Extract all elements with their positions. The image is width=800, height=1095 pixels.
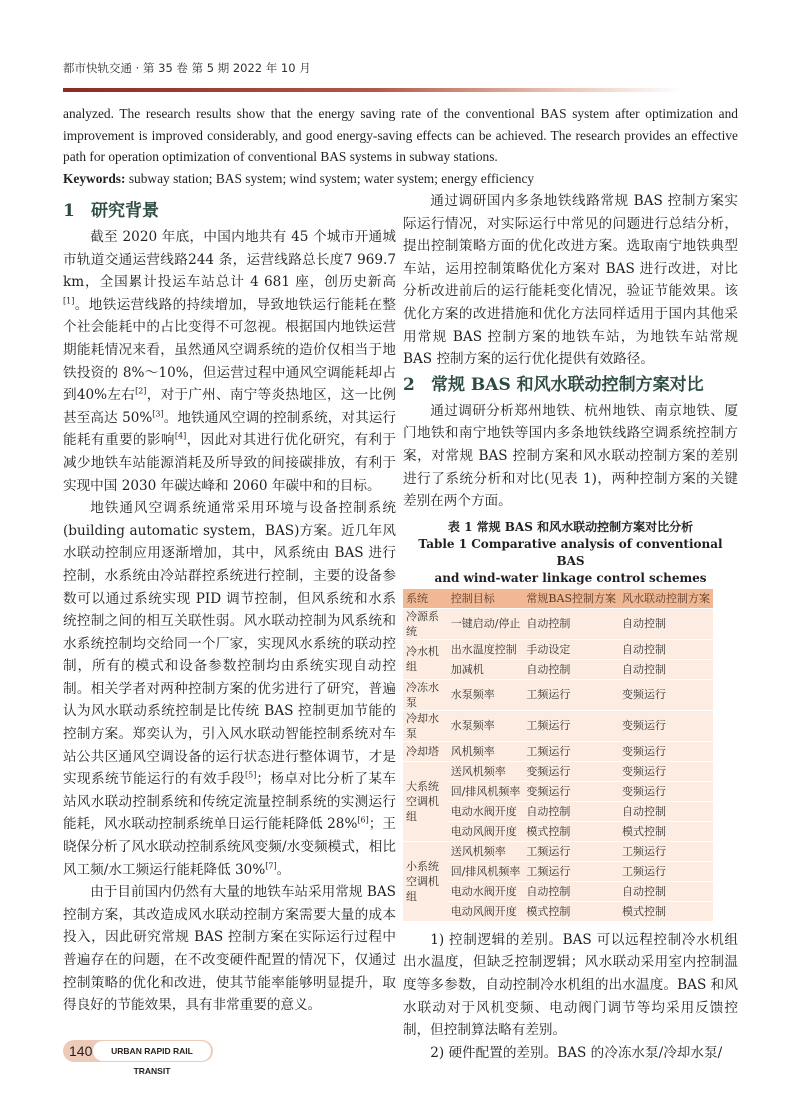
table-cell: 电动水阀开度 bbox=[448, 801, 524, 821]
journal-name-en: URBAN RAPID RAIL TRANSIT bbox=[93, 1041, 211, 1061]
column-header: 控制目标 bbox=[448, 589, 524, 609]
table-cell: 模式控制 bbox=[619, 901, 713, 921]
table-cell: 变频运行 bbox=[619, 781, 713, 801]
section-2-heading bbox=[403, 372, 738, 398]
system-cell: 冷却水泵 bbox=[403, 710, 448, 741]
table-row bbox=[403, 679, 713, 710]
table-cell: 加减机 bbox=[448, 659, 524, 679]
table-caption bbox=[403, 519, 738, 587]
paragraph: 通过调研分析郑州地铁、杭州地铁、南京地铁、厦门地铁和南宁地铁等国内多条地铁线路空调系统控制方案，对常规 BAS 控制方案和风水联动控制方案的差别进行了系统分析和对比(见表 1)，两种控制方案的关键差别在两个方面。 bbox=[403, 402, 738, 510]
paragraph bbox=[403, 190, 738, 371]
paragraph bbox=[63, 226, 396, 497]
table-cell: 模式控制 bbox=[523, 821, 619, 841]
table-cell: 手动设定 bbox=[523, 639, 619, 659]
text-run: ；杨卓对比分析了某车站风水联动控制系统和传统定流量控制系统的实测运行能耗，风水联动控制系统单日运行能耗降低 28% bbox=[63, 771, 397, 833]
section-number: 2 bbox=[403, 374, 415, 395]
table-cell: 工频运行 bbox=[523, 710, 619, 741]
system-cell: 冷源系统 bbox=[403, 608, 448, 639]
table-row bbox=[403, 801, 713, 821]
table-caption-en: and wind-water linkage control schemes bbox=[434, 570, 707, 585]
table-cell: 自动控制 bbox=[619, 801, 713, 821]
table-cell: 自动控制 bbox=[523, 659, 619, 679]
left-column bbox=[63, 198, 396, 1017]
table-cell: 送风机频率 bbox=[448, 841, 524, 861]
table-cell: 工频运行 bbox=[619, 841, 713, 861]
citation: [3] bbox=[152, 409, 164, 419]
running-header: 都市快轨交通 · 第 35 卷 第 5 期 2022 年 10 月 bbox=[63, 61, 311, 75]
system-cell: 冷却塔 bbox=[403, 741, 448, 761]
table-cell: 变频运行 bbox=[523, 781, 619, 801]
table-caption-cn: 表 1 常规 BAS 和风水联动控制方案对比分析 bbox=[447, 519, 694, 534]
section-1-heading bbox=[63, 198, 396, 224]
text-run: 。地铁通风空调的控制系统，对其运行能耗有重要的影响 bbox=[63, 409, 397, 449]
table-cell: 自动控制 bbox=[619, 881, 713, 901]
table-cell: 电动风阀开度 bbox=[448, 821, 524, 841]
table-cell: 工频运行 bbox=[619, 861, 713, 881]
table-cell: 自动控制 bbox=[619, 639, 713, 659]
table-row bbox=[403, 821, 713, 841]
table-row bbox=[403, 901, 713, 921]
table-header-row bbox=[403, 589, 713, 609]
abstract-continuation bbox=[63, 103, 738, 189]
table-cell: 电动水阀开度 bbox=[448, 881, 524, 901]
table-row bbox=[403, 761, 713, 781]
system-cell: 冷水机组 bbox=[403, 639, 448, 679]
table-cell: 变频运行 bbox=[523, 761, 619, 781]
table-row bbox=[403, 659, 713, 679]
table-cell: 风机频率 bbox=[448, 741, 524, 761]
paragraph bbox=[63, 881, 396, 1017]
system-cell: 冷冻水泵 bbox=[403, 679, 448, 710]
text-run: 地铁通风空调系统通常采用环境与设备控制系统(building automatic system，BAS)方案。近几年风水联动控制应用逐渐增加，其中，风系统由 BAS 进行控制，水系统由冷站群控系统进行控制，主要的设备参数可以通过系统实现 PID 调节控制，但风系统和水系统控制之间的相互关联性弱。风水联动控制为风系统和水系统控制均交给同一个厂家，实现风水系统的联动控制，所有的模式和设备参数控制均由系统实现自动控制。相关学者对两种控制方案的优劣进行了研究，普遍认为风水联动系统控制是比传统 BAS 控制更加节能的控制方案。郑奕认为，引入风水联动智能控制系统对车站公共区通风空调设备的运行状态进行整体调节，才是实现系统节能运行的有效手段 bbox=[63, 500, 396, 788]
table-cell: 自动控制 bbox=[523, 608, 619, 639]
text-run: 由于目前国内仍然有大量的地铁车站采用常规 BAS 控制方案，其改造成风水联动控制方案需要大量的成本投入，因此研究常规 BAS 控制方案在实际运行过程中普遍存在的问题，在不改变硬件配置的情况下，仅通过控制策略的优化和改进，使其节能率能够明显提升，取得良好的节能效果，具有非常重要的意义。 bbox=[63, 884, 396, 1014]
comparison-table bbox=[403, 589, 713, 921]
table-cell: 自动控制 bbox=[619, 608, 713, 639]
table-caption-en: Table 1 Comparative analysis of conventional BAS bbox=[418, 536, 723, 568]
keywords: subway station; BAS system; wind system; water system; energy efficiency bbox=[125, 170, 535, 186]
citation: [1] bbox=[63, 296, 75, 306]
text-run: 截至 2020 年底，中国内地共有 45 个城市开通城市轨道交通运营线路244 条，运营线路总长度7 969.7 km，全国累计投运车站总计 4 681 座，创历史新高 bbox=[63, 229, 396, 291]
paragraph: 2) 硬件配置的差别。BAS 的冷冻水泵/冷却水泵/ bbox=[430, 1044, 723, 1061]
table-row bbox=[403, 741, 713, 761]
system-cell: 小系统空调机组 bbox=[403, 841, 448, 921]
page-number: 140 bbox=[69, 1043, 93, 1059]
citation: [5] bbox=[245, 770, 257, 780]
table-cell: 自动控制 bbox=[619, 659, 713, 679]
right-column bbox=[403, 190, 738, 1064]
paragraph: 1) 控制逻辑的差别。BAS 可以远程控制冷水机组出水温度，但缺乏控制逻辑；风水联动采用室内控制温度等多参数，自动控制冷水机组的出水温度。BAS 和风水联动对于风机变频、电动阀门调节等均采用反馈控制，但控制算法略有差别。 bbox=[403, 931, 738, 1039]
table-cell: 送风机频率 bbox=[448, 761, 524, 781]
citation: [4] bbox=[174, 431, 187, 441]
table-row bbox=[403, 881, 713, 901]
text-run: ，对于广州、南宁等炎热地区，这一比例甚至高达 50% bbox=[63, 387, 397, 426]
paragraph bbox=[63, 497, 396, 881]
table-cell: 工频运行 bbox=[523, 741, 619, 761]
table-cell: 一键启动/停止 bbox=[448, 608, 524, 639]
table-row bbox=[403, 841, 713, 861]
text-run: ，因此对其进行优化研究，有利于减少地铁车站能源消耗及所导致的间接碳排放，有利于实现中国 2030 年碳达峰和 2060 年碳中和的目标。 bbox=[63, 432, 397, 494]
table-cell: 模式控制 bbox=[619, 821, 713, 841]
text-run: 通过调研国内多条地铁线路常规 BAS 控制方案实际运行情况，对实际运行中常见的问题进行总结分析，提出控制策略方面的优化改进方案。选取南宁地铁典型车站，运用控制策略优化方案对 BAS 进行改进，对比分析改进前后的运行能耗变化情况，验证节能效果。该优化方案的改进措施和优化方法同样适用于国内其他采用常规 BAS 控制方案的地铁车站，为地铁车站常规 BAS 控制方案的运行优化提供有效路径。 bbox=[403, 193, 738, 368]
table-cell: 水泵频率 bbox=[448, 679, 524, 710]
table-cell: 工频运行 bbox=[523, 861, 619, 881]
citation: [2] bbox=[135, 386, 147, 396]
table-cell: 变频运行 bbox=[619, 679, 713, 710]
citation: [6] bbox=[357, 815, 369, 825]
keywords-label: Keywords: bbox=[63, 170, 126, 186]
table-cell: 回/排风机频率 bbox=[448, 781, 524, 801]
table-cell: 自动控制 bbox=[523, 881, 619, 901]
column-header: 系统 bbox=[403, 589, 448, 609]
table-cell: 工频运行 bbox=[523, 841, 619, 861]
text-run: 。地铁运营线路的持续增加，导致地铁运行能耗在整个社会能耗中的占比变得不可忽视。根据国内地铁运营期能耗情况来看，虽然通风空调系统的造价仅相当于地铁投资的 8%～10%，但运营过程中通风空调能耗却占到40%左右 bbox=[63, 296, 396, 404]
table-cell: 变频运行 bbox=[619, 710, 713, 741]
section-title: 研究背景 bbox=[91, 201, 159, 221]
table-cell: 自动控制 bbox=[523, 801, 619, 821]
table-cell: 水泵频率 bbox=[448, 710, 524, 741]
system-cell: 大系统空调机组 bbox=[403, 761, 448, 841]
abstract-text: analyzed. The research results show that the energy saving rate of the conventional BAS system after optimization and improvement is improved considerably, and good energy-saving effects can be achieved. The research provides an effective path for operation optimization of conventional BAS systems in subway stations. bbox=[63, 106, 738, 164]
table-cell: 出水温度控制 bbox=[448, 639, 524, 659]
table-row bbox=[403, 608, 713, 639]
table-row bbox=[403, 861, 713, 881]
section-title: 常规 BAS 和风水联动控制方案对比 bbox=[431, 374, 704, 395]
citation: [7] bbox=[265, 861, 277, 871]
table-cell: 工频运行 bbox=[523, 679, 619, 710]
text-run: ；王晓保分析了风水联动控制系统风变频/水变频模式，相比风工频/水工频运行能耗降低 30% bbox=[63, 816, 396, 878]
table-row bbox=[403, 781, 713, 801]
column-header: 风水联动控制方案 bbox=[619, 589, 713, 609]
table-cell: 变频运行 bbox=[619, 761, 713, 781]
text-run: 。 bbox=[276, 861, 291, 878]
table-row bbox=[403, 639, 713, 659]
page-footer bbox=[63, 1040, 213, 1076]
table-cell: 回/排风机频率 bbox=[448, 861, 524, 881]
header-rule bbox=[63, 88, 683, 92]
section-number: 1 bbox=[63, 201, 75, 221]
table-cell: 变频运行 bbox=[619, 741, 713, 761]
table-cell: 模式控制 bbox=[523, 901, 619, 921]
column-header: 常规BAS控制方案 bbox=[523, 589, 619, 609]
table-cell: 电动风阀开度 bbox=[448, 901, 524, 921]
table-row bbox=[403, 710, 713, 741]
